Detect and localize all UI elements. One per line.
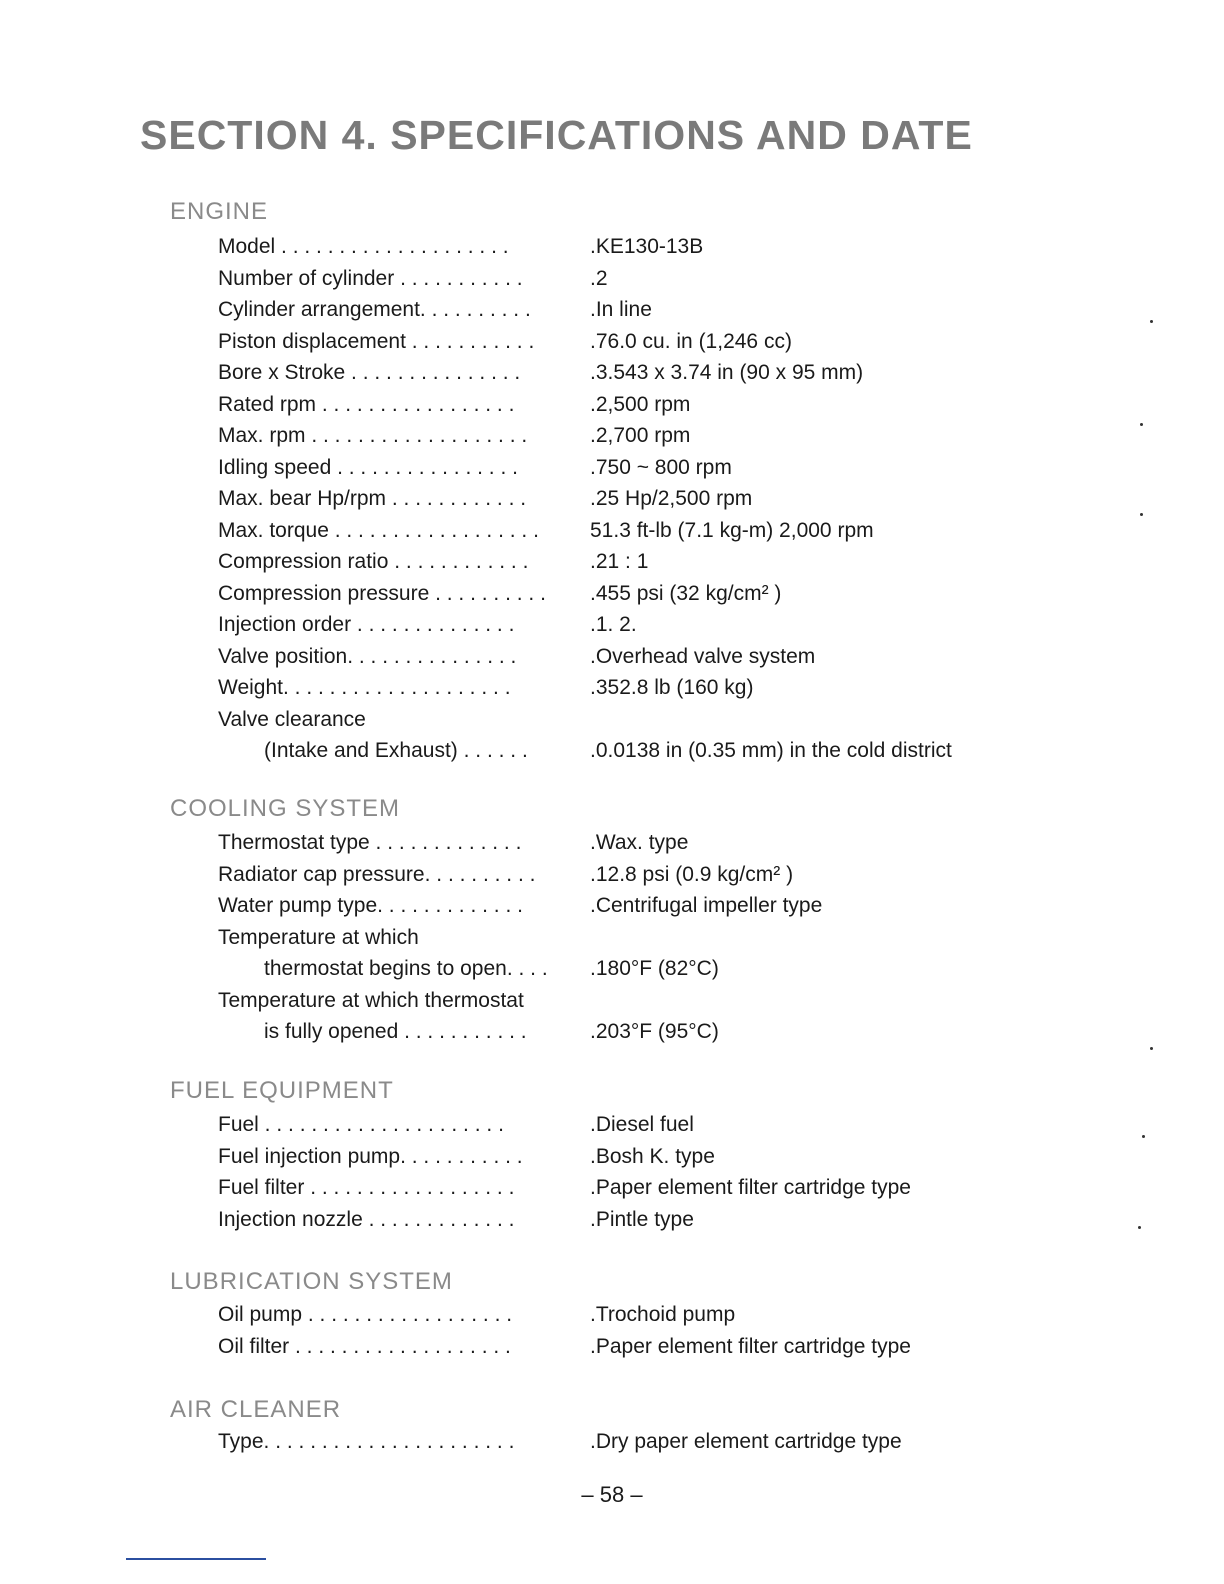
- spec-row: [0, 1145, 1224, 1177]
- spec-row: [0, 1176, 1224, 1208]
- spec-row: [0, 267, 1224, 299]
- scan-speck: [1140, 423, 1143, 426]
- spec-row: [0, 1430, 1224, 1462]
- spec-value: .Paper element filter cartridge type: [590, 1176, 911, 1199]
- spec-value: .Centrifugal impeller type: [590, 894, 823, 917]
- spec-value: .2: [590, 266, 608, 290]
- spec-label: Temperature at which thermostat: [218, 988, 524, 1012]
- spec-row: [0, 1208, 1224, 1240]
- spec-label: Temperature at which: [218, 925, 419, 949]
- spec-row: [0, 645, 1224, 677]
- spec-label: Cylinder arrangement. . . . . . . . . .: [218, 298, 531, 321]
- spec-value: .Overhead valve system: [590, 644, 816, 668]
- spec-value: .Dry paper element cartridge type: [590, 1430, 902, 1453]
- spec-label: Oil filter . . . . . . . . . . . . . . . . . . .: [218, 1334, 511, 1358]
- scan-speck: [1150, 1047, 1153, 1050]
- section-heading: LUBRICATION SYSTEM: [170, 1268, 453, 1295]
- spec-value: .12.8 psi (0.9 kg/cm² ): [590, 862, 794, 886]
- spec-row: [0, 519, 1224, 551]
- section-heading: ENGINE: [170, 198, 269, 225]
- spec-value: .Wax. type: [590, 831, 689, 854]
- spec-row: [0, 235, 1224, 267]
- section-heading: COOLING SYSTEM: [170, 795, 401, 822]
- spec-label: Fuel injection pump. . . . . . . . . . .: [218, 1144, 523, 1168]
- section-heading: AIR CLEANER: [170, 1396, 342, 1423]
- spec-label: Type. . . . . . . . . . . . . . . . . . . . . .: [218, 1430, 515, 1453]
- spec-value: .3.543 x 3.74 in (90 x 95 mm): [590, 361, 864, 384]
- spec-value: .Pintle type: [590, 1207, 694, 1231]
- scan-speck: [1140, 513, 1143, 516]
- spec-value: 51.3 ft-lb (7.1 kg-m) 2,000 rpm: [590, 518, 874, 542]
- spec-row: [0, 957, 1224, 989]
- spec-value: .750 ~ 800 rpm: [590, 455, 732, 479]
- spec-row: [0, 550, 1224, 582]
- spec-row: [0, 1303, 1224, 1335]
- spec-row: [0, 361, 1224, 393]
- scan-speck: [1142, 1135, 1145, 1138]
- spec-value: .0.0138 in (0.35 mm) in the cold district: [590, 739, 952, 762]
- spec-value: .21 : 1: [590, 550, 649, 573]
- spec-label: Fuel filter . . . . . . . . . . . . . . . . . .: [218, 1176, 515, 1199]
- spec-row: [0, 1113, 1224, 1145]
- spec-value: .Trochoid pump: [590, 1303, 736, 1326]
- spec-label: Radiator cap pressure. . . . . . . . . .: [218, 862, 536, 886]
- spec-label: Oil pump . . . . . . . . . . . . . . . . . .: [218, 1303, 513, 1326]
- spec-value: .2,500 rpm: [590, 392, 691, 416]
- spec-row: [0, 393, 1224, 425]
- spec-label: Idling speed . . . . . . . . . . . . . . . .: [218, 455, 518, 479]
- spec-label: Injection nozzle . . . . . . . . . . . . .: [218, 1207, 515, 1231]
- spec-row: [0, 831, 1224, 863]
- spec-label: Compression ratio . . . . . . . . . . . .: [218, 550, 529, 573]
- spec-label: Fuel . . . . . . . . . . . . . . . . . . . . .: [218, 1113, 504, 1136]
- spec-label: Max. torque . . . . . . . . . . . . . . . . . .: [218, 518, 539, 542]
- spec-label: Water pump type. . . . . . . . . . . . .: [218, 894, 523, 917]
- section-heading: FUEL EQUIPMENT: [170, 1077, 394, 1104]
- spec-label: Valve clearance: [218, 707, 366, 731]
- spec-value: .352.8 lb (160 kg): [590, 676, 754, 699]
- spec-row: [0, 298, 1224, 330]
- spec-value: .Diesel fuel: [590, 1113, 694, 1136]
- spec-label: Rated rpm . . . . . . . . . . . . . . . . .: [218, 392, 515, 416]
- spec-row: [0, 487, 1224, 519]
- spec-row: [0, 582, 1224, 614]
- spec-row: [0, 1335, 1224, 1367]
- spec-label: Compression pressure . . . . . . . . . .: [218, 581, 546, 605]
- spec-value: .Bosh K. type: [590, 1144, 715, 1168]
- spec-value: .2,700 rpm: [590, 424, 691, 447]
- spec-label: Thermostat type . . . . . . . . . . . . .: [218, 831, 522, 854]
- spec-label: Max. bear Hp/rpm . . . . . . . . . . . .: [218, 487, 527, 510]
- spec-row: [0, 456, 1224, 488]
- spec-value: .180°F (82°C): [590, 957, 719, 980]
- spec-row: [0, 330, 1224, 362]
- spec-row: [0, 894, 1224, 926]
- spec-label: Max. rpm . . . . . . . . . . . . . . . . . . .: [218, 424, 528, 447]
- spec-value: .1. 2.: [590, 613, 637, 636]
- spec-value: .KE130-13B: [590, 235, 704, 258]
- spec-value: .203°F (95°C): [590, 1020, 719, 1043]
- spec-row: [0, 863, 1224, 895]
- spec-value: .455 psi (32 kg/cm² ): [590, 581, 782, 605]
- page-title: SECTION 4. SPECIFICATIONS AND DATE: [140, 112, 973, 158]
- spec-value: .25 Hp/2,500 rpm: [590, 487, 753, 510]
- spec-label: Piston displacement . . . . . . . . . . .: [218, 329, 535, 353]
- spec-row: [0, 708, 1224, 740]
- spec-label: Number of cylinder . . . . . . . . . . .: [218, 266, 523, 290]
- spec-label: Injection order . . . . . . . . . . . . . .: [218, 613, 515, 636]
- spec-label: is fully opened . . . . . . . . . . .: [264, 1020, 527, 1043]
- spec-value: .76.0 cu. in (1,246 cc): [590, 329, 792, 353]
- spec-row: [0, 1020, 1224, 1052]
- spec-label: Model . . . . . . . . . . . . . . . . . . . .: [218, 235, 509, 258]
- spec-label: (Intake and Exhaust) . . . . . .: [264, 739, 528, 762]
- spec-row: [0, 739, 1224, 771]
- spec-row: [0, 676, 1224, 708]
- footer-rule: [126, 1558, 266, 1560]
- scan-speck: [1138, 1226, 1141, 1229]
- spec-value: .In line: [590, 298, 652, 321]
- spec-label: Bore x Stroke . . . . . . . . . . . . . . .: [218, 361, 521, 384]
- spec-label: Weight. . . . . . . . . . . . . . . . . . . .: [218, 676, 511, 699]
- scan-speck: [1150, 320, 1153, 323]
- spec-label: Valve position. . . . . . . . . . . . . . .: [218, 644, 517, 668]
- spec-value: .Paper element filter cartridge type: [590, 1334, 911, 1358]
- page-number: – 58 –: [581, 1482, 643, 1507]
- spec-label: thermostat begins to open. . . .: [264, 957, 548, 980]
- spec-row: [0, 989, 1224, 1021]
- spec-row: [0, 926, 1224, 958]
- spec-row: [0, 613, 1224, 645]
- spec-row: [0, 424, 1224, 456]
